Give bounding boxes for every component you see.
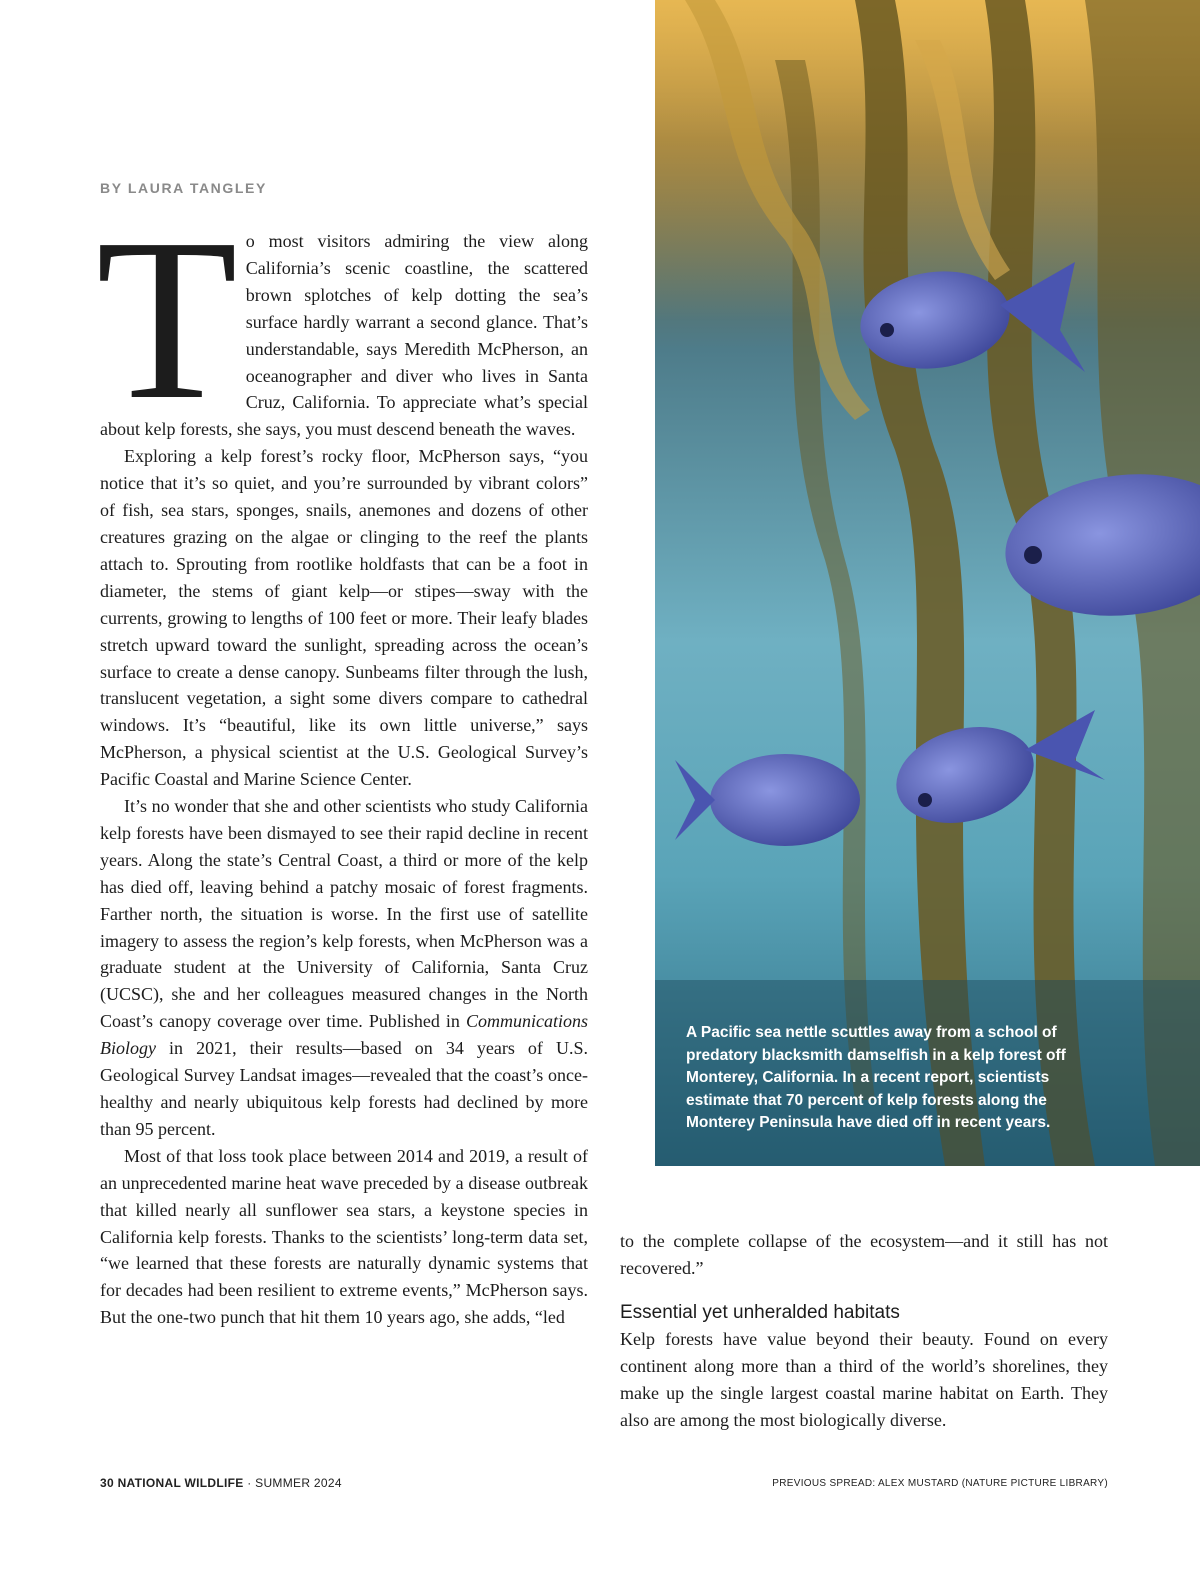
paragraph-decline-start: It’s no wonder that she and other scientists who study California kelp forests have been dismayed to see their rapid decline in recent years. Along the state’s Central Coast, a third or more of the kelp has died off, leaving behind a patchy mosaic of forest fragments. Farther north, the situation is worse. In the first use of satellite imagery to assess the region’s kelp forests, when McPherson was a graduate student at the University of California, Santa Cruz (UCSC), she and her colleagues measured changes in the North Coast’s canopy coverage over time. Published in — [100, 796, 588, 1032]
journal-title: Communications Biology — [100, 1011, 588, 1059]
issue-date: SUMMER 2024 — [255, 1476, 342, 1490]
drop-cap: T — [96, 191, 238, 448]
paragraph-decline-end: in 2021, their results—based on 34 years of U.S. Geological Survey Landsat images—revealed that the coast’s once-healthy and nearly ubiquitous kelp forests had declined by more than 95 percent. — [100, 1038, 588, 1139]
kelp-forest-illustration — [655, 0, 1200, 1166]
paragraph-value: Kelp forests have value beyond their beauty. Found on every continent along more than a third of the world’s shorelines, they make up the single largest coastal marine habitat on Earth. They also are among the most biologically diverse. — [620, 1328, 1108, 1430]
article-column-left — [96, 191, 588, 1331]
paragraph-intro — [96, 191, 588, 448]
page-footer — [100, 1476, 342, 1490]
paragraph-decline — [100, 793, 588, 1143]
photo-caption: A Pacific sea nettle scuttles away from a school of predatory blacksmith damselfish in a kelp forest off Monterey, California. In a recent report, scientists estimate that 70 percent of kelp forests along the Monterey Peninsula have died off in recent years. — [686, 1024, 1066, 1132]
damselfish-3 — [675, 754, 860, 846]
byline: BY LAURA TANGLEY — [100, 180, 267, 196]
section-subhead: Essential yet unheralded habitats — [620, 1301, 900, 1323]
footer-separator: · — [247, 1476, 252, 1490]
paragraph-loss-continued: to the complete collapse of the ecosystem—and it still has not recovered.” — [620, 1231, 1108, 1278]
kelp-forest-photo — [655, 0, 1200, 1166]
paragraph-exploring: Exploring a kelp forest’s rocky floor, McPherson says, “you notice that it’s so quiet, and you’re surrounded by vibrant colors” of fish, sea stars, sponges, snails, anemones and dozens of other creatures grazing on the algae or clinging to the reef the plants attach to. Sprouting from rootlike holdfasts that can be a foot in diameter, the stems of giant kelp—or stipes—sway with the currents, growing to lengths of 100 feet or more. Their leafy blades stretch upward toward the sunlight, spreading across the ocean’s surface to create a dense canopy. Sunbeams filter through the lush, translucent vegetation, a sight some divers compare to cathedral windows. It’s “beautiful, like its own little universe,” says McPherson, a physical scientist at the U.S. Geological Survey’s Pacific Coastal and Marine Science Center. — [100, 446, 588, 790]
paragraph-intro-text: o most visitors admiring the view along California’s scenic coastline, the scattered brown splotches of kelp dotting the sea’s surface hardly warrant a second glance. That’s understandable, says Meredith McPherson, an oceanographer and diver who lives in Santa Cruz, California. To appreciate what’s special about kelp forests, she says, you must descend beneath the waves. — [100, 231, 588, 440]
magazine-name: NATIONAL WILDLIFE — [117, 1476, 244, 1490]
photo-credit: PREVIOUS SPREAD: ALEX MUSTARD (NATURE PICTURE LIBRARY) — [772, 1478, 1108, 1489]
page-number: 30 — [100, 1476, 114, 1490]
article-column-right — [620, 1228, 1108, 1433]
paragraph-loss: Most of that loss took place between 2014 and 2019, a result of an unprecedented marine heat wave preceded by a disease outbreak that killed nearly all sunflower sea stars, a keystone species in California kelp forests. Thanks to the scientists’ long-term data set, “we learned that these forests are naturally dynamic systems that for decades had been resilient to extreme events,” McPherson says. But the one-two punch that hit them 10 years ago, she adds, “led — [100, 1145, 588, 1328]
